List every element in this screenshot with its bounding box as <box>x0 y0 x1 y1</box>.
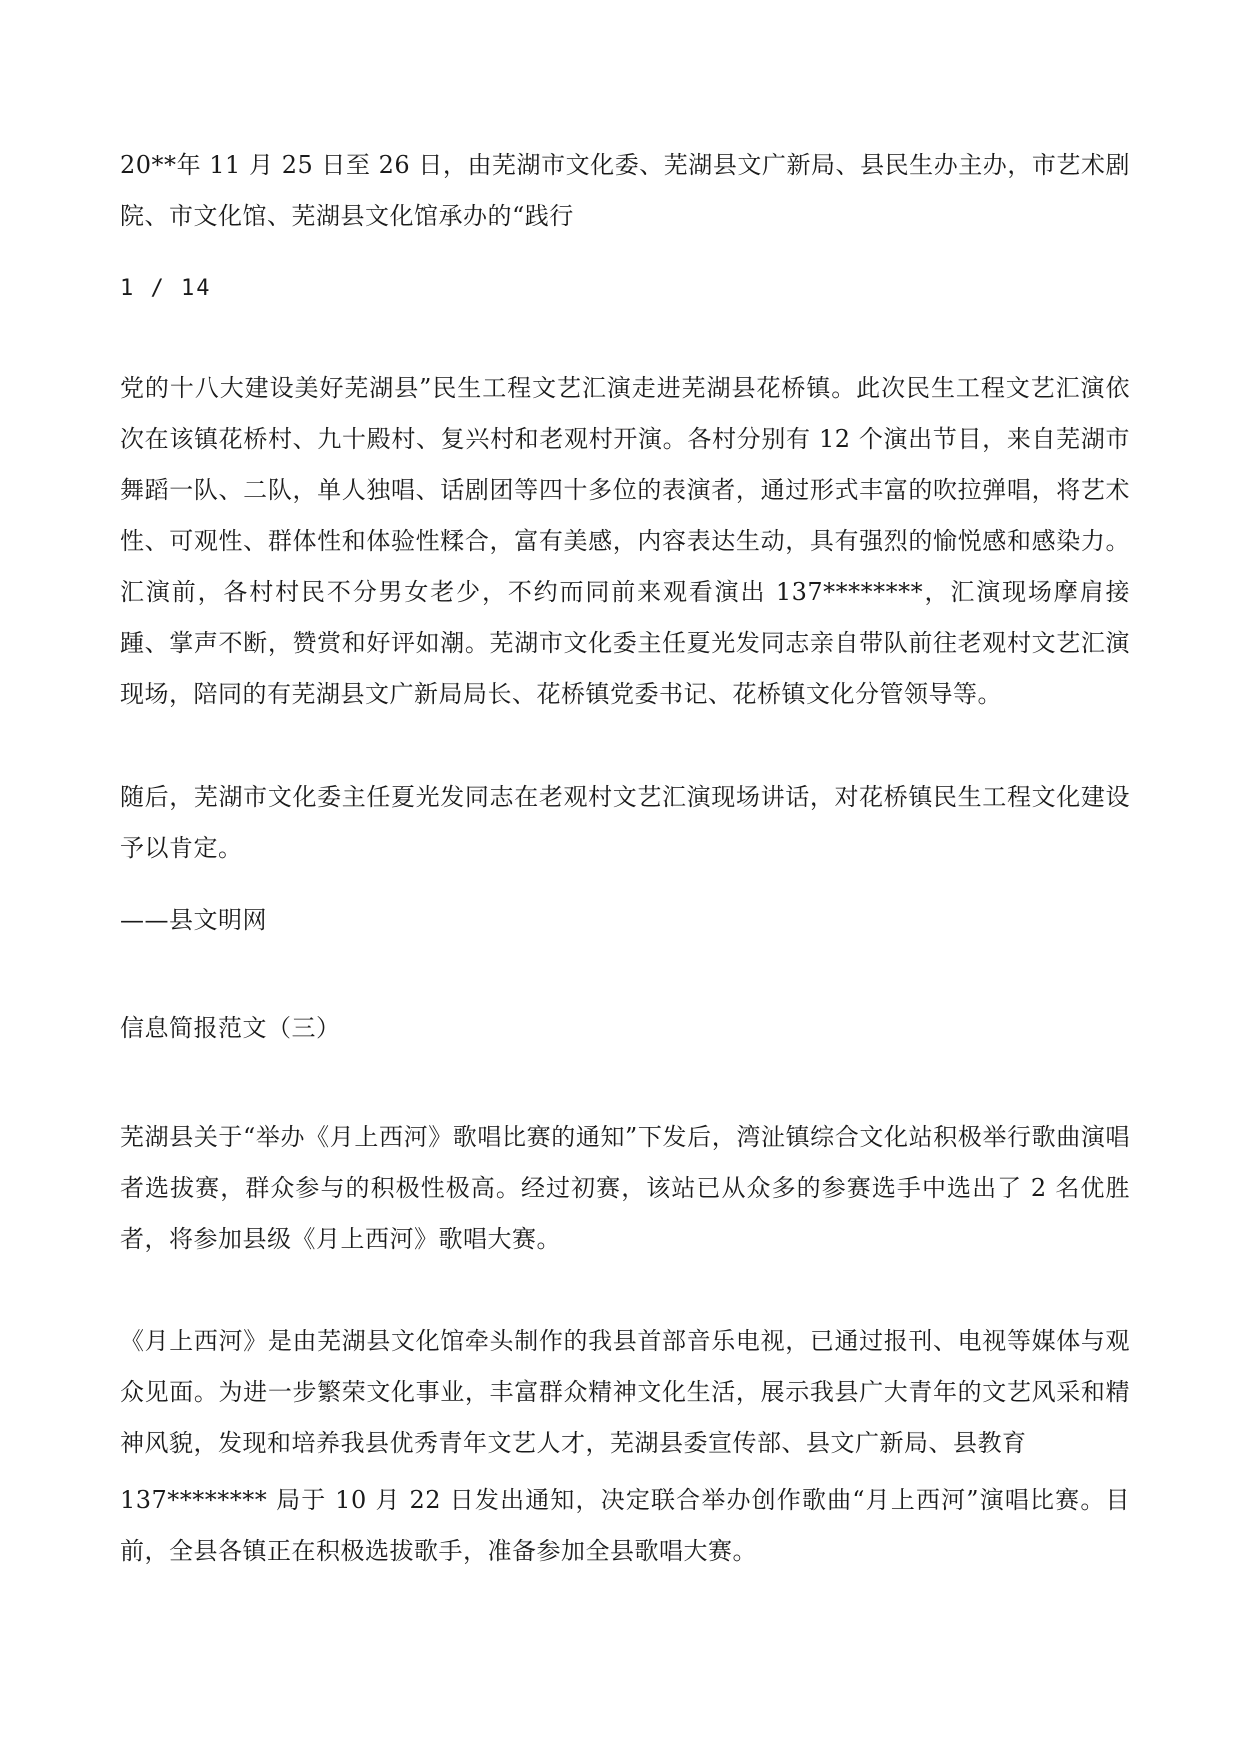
section-heading: 信息简报范文（三） <box>120 1014 341 1042</box>
paragraph-contest-notice: 芜湖县关于“举办《月上西河》歌唱比赛的通知”下发后，湾沚镇综合文化站积极举行歌曲演唱者选拔赛，群众参与的积极性极高。经过初赛，该站已从众多的参赛选手中选出了 2 名优胜者，将参加县级《月上西河》歌唱大赛。 <box>120 1123 1130 1253</box>
paragraph-contest-announcement: 137******** 局于 10 月 22 日发出通知，决定联合举办创作歌曲“月上西河”演唱比赛。目前，全县各镇正在积极选拔歌手，准备参加全县歌唱大赛。 <box>120 1486 1130 1565</box>
paragraph-speech: 随后，芜湖市文化委主任夏光发同志在老观村文艺汇演现场讲话，对花桥镇民生工程文化建设予以肯定。 <box>120 783 1130 862</box>
page-number: 1 / 14 <box>120 276 212 301</box>
paragraph-performance: 党的十八大建设美好芜湖县”民生工程文艺汇演走进芜湖县花桥镇。此次民生工程文艺汇演依次在该镇花桥村、九十殿村、复兴村和老观村开演。各村分别有 12 个演出节目，来自芜湖市舞蹈一队、二队，单人独唱、话剧团等四十多位的表演者，通过形式丰富的吹拉弹唱，将艺术性、可观性、群体性和体验性糅合，富有美感，内容表达生动，具有强烈的愉悦感和感染力。汇演前，各村村民不分男女老少，不约而同前来观看演出 137********，汇演现场摩肩接踵、掌声不断，赞赏和好评如潮。芜湖市文化委主任夏光发同志亲自带队前往老观村文艺汇演现场，陪同的有芜湖县文广新局局长、花桥镇党委书记、花桥镇文化分管领导等。 <box>120 374 1130 708</box>
paragraph-music-video: 《月上西河》是由芜湖县文化馆牵头制作的我县首部音乐电视，已通过报刊、电视等媒体与观众见面。为进一步繁荣文化事业，丰富群众精神文化生活，展示我县广大青年的文艺风采和精神风貌，发现和培养我县优秀青年文艺人才，芜湖县委宣传部、县文广新局、县教育 <box>120 1327 1130 1457</box>
paragraph-intro: 20**年 11 月 25 日至 26 日，由芜湖市文化委、芜湖县文广新局、县民生办主办，市艺术剧院、市文化馆、芜湖县文化馆承办的“践行 <box>120 151 1130 230</box>
source-attribution: ——县文明网 <box>120 906 267 934</box>
